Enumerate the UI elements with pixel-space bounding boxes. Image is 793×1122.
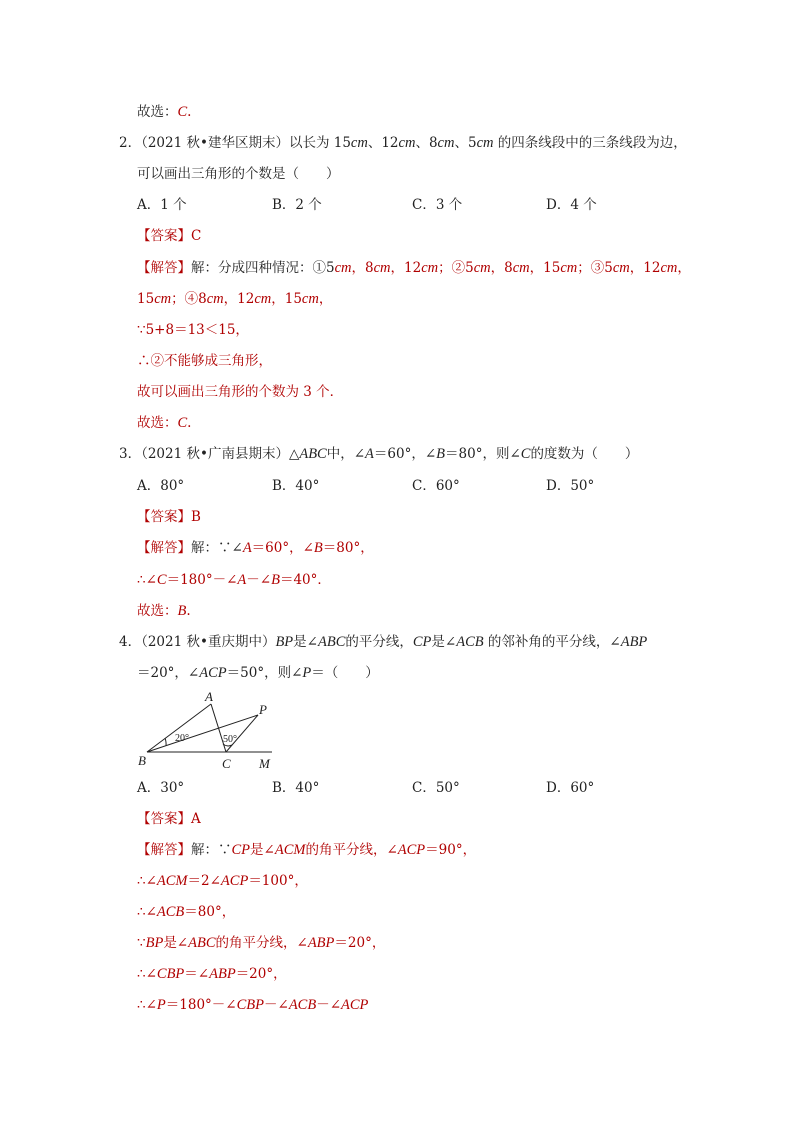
angle-label-acp: 50° bbox=[223, 734, 237, 745]
text-segment: cm bbox=[206, 291, 224, 307]
text-segment: 故选： bbox=[137, 603, 178, 619]
text-line bbox=[137, 903, 235, 921]
text-segment: ，12 bbox=[390, 260, 422, 276]
text-segment: ＝80°， bbox=[322, 540, 374, 556]
text-segment: ，12 bbox=[223, 291, 255, 307]
text-segment: ACB bbox=[456, 634, 484, 650]
text-segment: P bbox=[156, 997, 166, 1013]
text-segment: 是∠ bbox=[293, 634, 318, 650]
text-line bbox=[137, 414, 191, 432]
text-segment: 、12 bbox=[367, 135, 399, 151]
text-segment: 的度数为（ ） bbox=[530, 446, 639, 462]
text-segment: P bbox=[302, 665, 312, 681]
text-segment: 【解答】 bbox=[137, 540, 191, 556]
text-segment: ACP bbox=[199, 665, 227, 681]
text-line bbox=[119, 445, 638, 463]
text-segment: . bbox=[187, 415, 192, 431]
text-segment: ＝90°， bbox=[425, 842, 477, 858]
text-segment: ＝50°，则∠ bbox=[226, 665, 303, 681]
answer-option: D．60° bbox=[546, 780, 595, 796]
text-segment: 是∠ bbox=[163, 935, 189, 951]
text-segment: 、5 bbox=[454, 135, 477, 151]
text-segment: A bbox=[237, 572, 247, 588]
text-line bbox=[137, 810, 201, 828]
text-line bbox=[137, 165, 340, 183]
text-line bbox=[137, 290, 332, 308]
text-segment: ABP bbox=[620, 634, 648, 650]
text-segment: ＝20°， bbox=[334, 935, 386, 951]
text-segment: ＝40°． bbox=[279, 572, 331, 588]
text-segment: 【答案】A bbox=[137, 811, 201, 827]
text-segment: B bbox=[313, 540, 323, 556]
text-segment: cm bbox=[373, 260, 391, 276]
text-segment: ＝60°，∠ bbox=[251, 540, 314, 556]
text-segment: ；②5 bbox=[438, 260, 474, 276]
label-a: A bbox=[205, 690, 213, 704]
text-line bbox=[137, 872, 308, 890]
text-segment: ABC bbox=[299, 446, 327, 462]
text-segment: 解：分成四种情况：①5 bbox=[191, 260, 335, 276]
text-segment: 的角平分线，∠ bbox=[215, 935, 308, 951]
text-segment: 解：∵ bbox=[191, 842, 232, 858]
text-line bbox=[137, 383, 343, 401]
text-segment: 故可以画出三角形的个数为 3 个． bbox=[137, 384, 344, 400]
text-segment: ， bbox=[677, 260, 691, 276]
text-segment: ∴∠ bbox=[137, 873, 157, 889]
answer-option: D．4 个 bbox=[546, 197, 597, 213]
answer-option: A．80° bbox=[137, 478, 185, 494]
text-segment: ∴∠ bbox=[137, 997, 157, 1013]
text-segment: cm bbox=[560, 260, 578, 276]
text-segment: 的邻补角的平分线，∠ bbox=[483, 634, 621, 650]
text-segment: cm bbox=[612, 260, 630, 276]
text-segment: CP bbox=[412, 634, 432, 650]
text-segment: . bbox=[187, 104, 192, 120]
text-segment: ABC bbox=[188, 935, 216, 951]
text-segment: 是∠ bbox=[250, 842, 275, 858]
text-segment: 【解答】 bbox=[137, 260, 191, 276]
text-segment: 解：∵∠ bbox=[191, 540, 243, 556]
text-line bbox=[137, 321, 249, 339]
text-segment: cm bbox=[398, 135, 416, 151]
text-segment: 4．（2021 秋•重庆期中） bbox=[119, 634, 276, 650]
angle-arc-b bbox=[165, 738, 166, 746]
text-line bbox=[137, 602, 191, 620]
label-c: C bbox=[222, 756, 231, 771]
text-segment: ， bbox=[318, 291, 333, 307]
text-line bbox=[137, 996, 368, 1014]
answer-option: C．60° bbox=[412, 478, 460, 494]
text-segment: A bbox=[242, 540, 252, 556]
text-segment: B bbox=[177, 603, 187, 619]
text-segment: C bbox=[156, 572, 167, 588]
text-segment: . bbox=[186, 603, 191, 619]
text-line bbox=[137, 664, 379, 682]
text-segment: cm bbox=[660, 260, 678, 276]
text-segment: ＝20°，∠ bbox=[137, 665, 200, 681]
text-segment: ＝∠ bbox=[184, 966, 210, 982]
text-segment: ABP bbox=[209, 966, 236, 982]
text-segment: B bbox=[271, 572, 280, 588]
text-segment: B bbox=[436, 446, 446, 462]
text-segment: cm bbox=[476, 135, 494, 151]
text-segment: －∠ bbox=[246, 572, 272, 588]
text-segment: ABP bbox=[307, 935, 335, 951]
text-segment: ∴②不能够成三角形， bbox=[137, 353, 272, 369]
text-segment: cm bbox=[421, 260, 439, 276]
text-segment: ACP bbox=[397, 842, 426, 858]
text-segment: cm bbox=[254, 291, 272, 307]
text-segment: ∴∠ bbox=[137, 904, 157, 920]
text-segment: C bbox=[177, 415, 188, 431]
answer-option: D．50° bbox=[546, 478, 595, 494]
text-segment: ＝60°，∠ bbox=[373, 446, 437, 462]
text-line bbox=[137, 103, 191, 121]
text-line bbox=[137, 539, 374, 557]
text-segment: ∵5+8＝13＜15， bbox=[137, 322, 249, 338]
text-segment: ＝80°，则∠ bbox=[445, 446, 521, 462]
answer-option: A．1 个 bbox=[137, 197, 187, 213]
answer-option: B．2 个 bbox=[272, 197, 322, 213]
text-segment: ∴∠ bbox=[137, 572, 157, 588]
text-segment: A bbox=[365, 446, 374, 462]
text-segment: 可以画出三角形的个数是（ ） bbox=[137, 166, 340, 182]
text-line bbox=[137, 227, 201, 245]
text-segment: ，15 bbox=[271, 291, 302, 307]
text-segment: 的平分线， bbox=[345, 634, 413, 650]
text-segment: 【答案】C bbox=[137, 228, 202, 244]
text-segment: CP bbox=[231, 842, 251, 858]
text-segment: ＝180°－∠ bbox=[166, 572, 238, 588]
text-segment: 3．（2021 秋•广南县期末）△ bbox=[119, 446, 300, 462]
label-p: P bbox=[259, 702, 267, 717]
text-segment: BP bbox=[145, 935, 164, 951]
text-segment: CBP bbox=[236, 997, 264, 1013]
text-segment: 是∠ bbox=[431, 634, 457, 650]
text-segment: cm bbox=[512, 260, 530, 276]
angle-label-abp: 20° bbox=[175, 733, 189, 744]
text-segment: C bbox=[520, 446, 531, 462]
text-segment: cm bbox=[334, 260, 352, 276]
text-line bbox=[137, 259, 691, 277]
line-ba bbox=[147, 704, 211, 752]
text-segment: 、8 bbox=[415, 135, 438, 151]
text-segment: 15 bbox=[137, 291, 155, 307]
text-segment: 【答案】B bbox=[137, 509, 201, 525]
text-segment: ＝20°， bbox=[235, 966, 287, 982]
text-segment: ；③5 bbox=[577, 260, 613, 276]
text-segment: cm bbox=[437, 135, 455, 151]
text-segment: ACM bbox=[156, 873, 188, 889]
text-segment: ACP bbox=[220, 873, 249, 889]
text-segment: ACP bbox=[341, 997, 369, 1013]
text-segment: 的四条线段中的三条线段为边， bbox=[493, 135, 687, 151]
text-line bbox=[137, 508, 201, 526]
text-line bbox=[119, 134, 687, 152]
text-segment: ACB bbox=[288, 997, 317, 1013]
text-segment: 故选： bbox=[137, 415, 178, 431]
text-segment: ，12 bbox=[629, 260, 661, 276]
text-segment: ；④8 bbox=[171, 291, 207, 307]
text-segment: －∠ bbox=[316, 997, 342, 1013]
text-line bbox=[137, 841, 476, 859]
triangle-figure bbox=[130, 690, 290, 775]
answer-option: C．50° bbox=[412, 780, 460, 796]
text-segment: ＝（ ） bbox=[311, 665, 379, 681]
text-segment: ∴∠ bbox=[137, 966, 157, 982]
text-segment: －∠ bbox=[264, 997, 289, 1013]
text-segment: ，8 bbox=[351, 260, 374, 276]
answer-option: A．30° bbox=[137, 780, 185, 796]
text-segment: 【解答】 bbox=[137, 842, 191, 858]
text-segment: ∵ bbox=[137, 935, 146, 951]
text-segment: ＝180°－∠ bbox=[165, 997, 237, 1013]
text-segment: ＝100°， bbox=[248, 873, 308, 889]
text-segment: ＝2∠ bbox=[187, 873, 221, 889]
text-segment: cm bbox=[154, 291, 172, 307]
answer-option: C．3 个 bbox=[412, 197, 463, 213]
answer-option: B．40° bbox=[272, 780, 320, 796]
text-line bbox=[137, 571, 331, 589]
text-segment: C bbox=[177, 104, 188, 120]
text-segment: BP bbox=[275, 634, 294, 650]
text-segment: CBP bbox=[156, 966, 185, 982]
answer-option: B．40° bbox=[272, 478, 320, 494]
text-segment: ，8 bbox=[490, 260, 513, 276]
text-segment: 的角平分线，∠ bbox=[305, 842, 398, 858]
text-segment: 2．（2021 秋•建华区期末）以长为 15 bbox=[119, 135, 351, 151]
text-line bbox=[137, 965, 287, 983]
text-segment: 故选： bbox=[137, 104, 178, 120]
text-segment: cm bbox=[350, 135, 368, 151]
text-segment: ＝80°， bbox=[184, 904, 236, 920]
label-m: M bbox=[259, 756, 270, 771]
text-segment: ACB bbox=[156, 904, 185, 920]
text-segment: ACM bbox=[274, 842, 306, 858]
text-segment: cm bbox=[301, 291, 319, 307]
text-line bbox=[137, 934, 385, 952]
text-line bbox=[119, 633, 647, 651]
text-segment: cm bbox=[473, 260, 491, 276]
text-segment: 中，∠ bbox=[326, 446, 366, 462]
text-segment: ABC bbox=[317, 634, 346, 650]
text-line bbox=[137, 352, 272, 370]
text-segment: ，15 bbox=[529, 260, 561, 276]
label-b: B bbox=[138, 753, 146, 768]
